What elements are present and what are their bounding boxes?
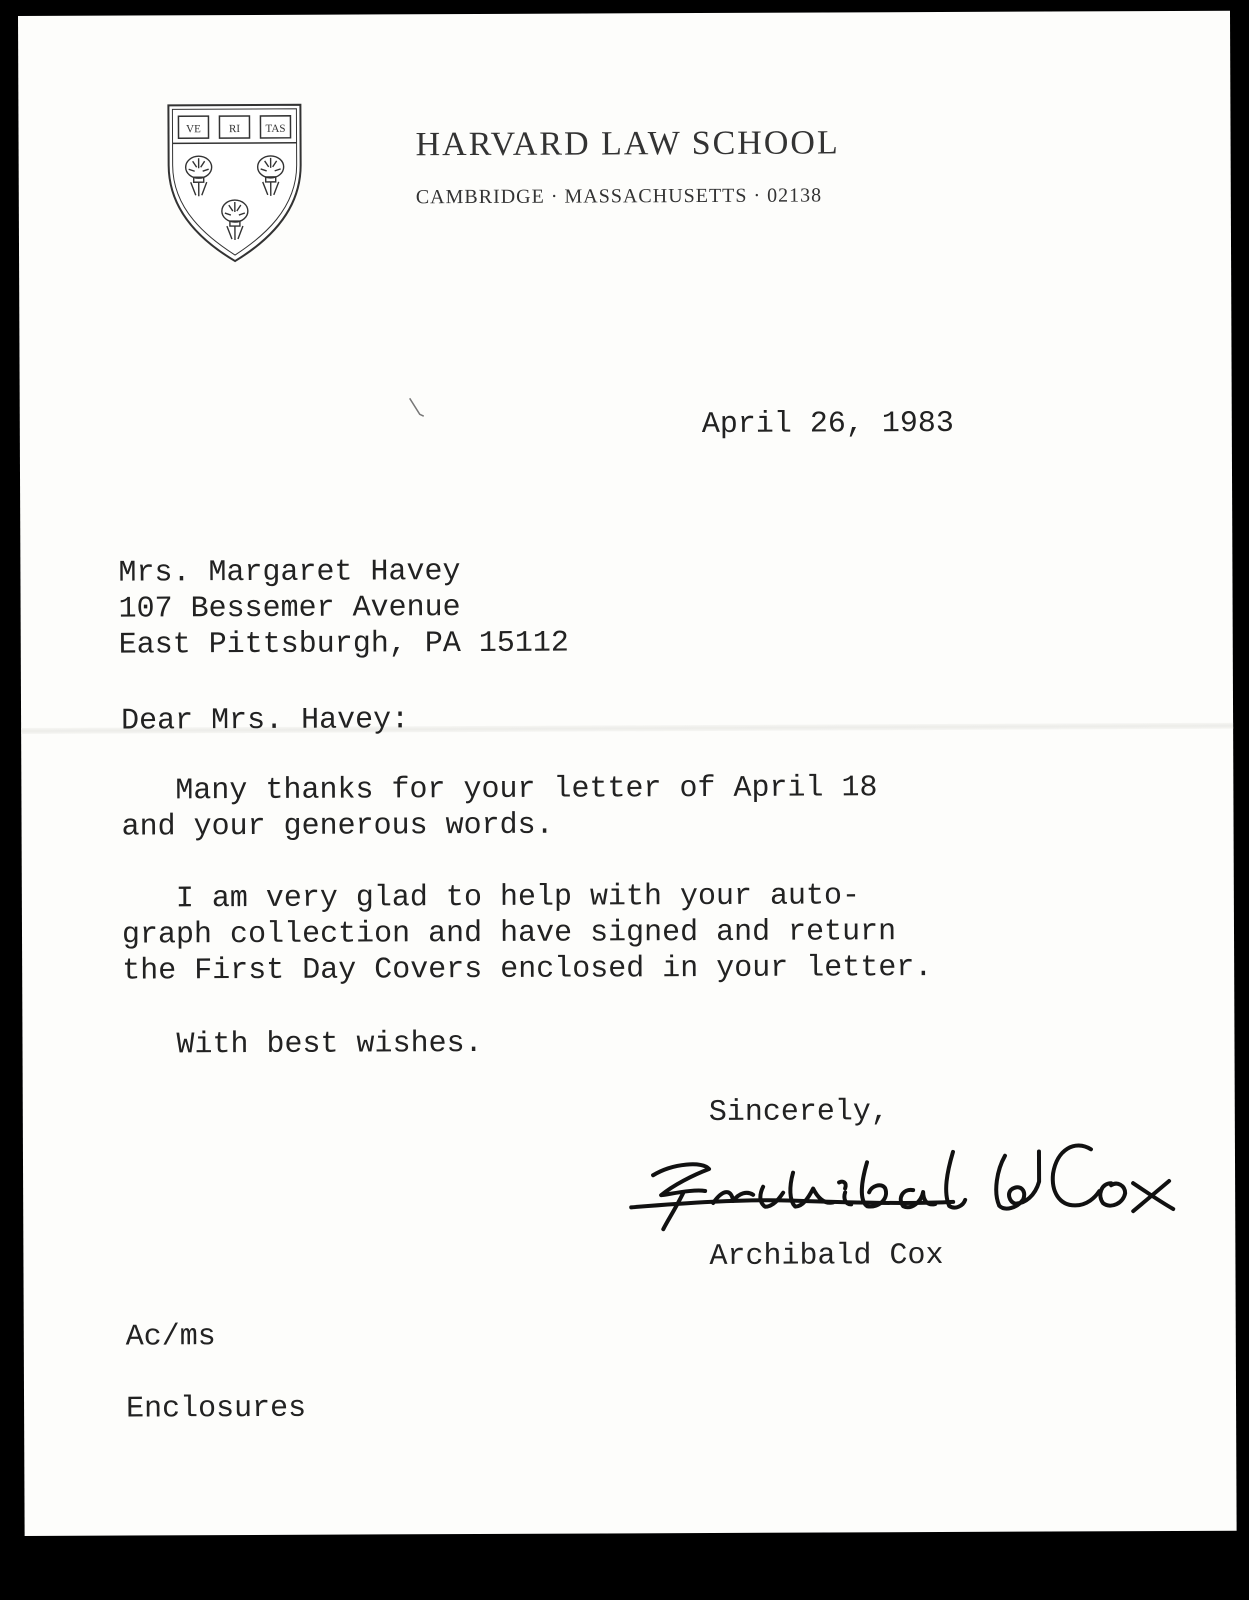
body-line: Many thanks for your letter of April 18 <box>121 771 878 809</box>
body-line: and your generous words. <box>121 808 554 845</box>
body-line: graph collection and have signed and return <box>121 915 897 953</box>
letter-sheet <box>18 11 1237 1536</box>
crest-motto-ri: RI <box>228 123 241 136</box>
stray-pen-mark <box>408 396 428 420</box>
recipient-line: 107 Bessemer Avenue <box>118 591 461 627</box>
salutation: Dear Mrs. Havey: <box>121 703 410 739</box>
institution-name: HARVARD LAW SCHOOL <box>415 124 840 164</box>
signer-name: Archibald Cox <box>709 1238 944 1274</box>
recipient-address <box>118 554 569 664</box>
body-paragraph-2 <box>122 878 933 990</box>
crest-books <box>178 116 290 138</box>
handwritten-signature <box>613 1121 1184 1243</box>
harvard-crest-icon <box>164 103 305 264</box>
crest-motto-ve: VE <box>186 123 201 136</box>
letter-date: April 26, 1983 <box>701 406 954 443</box>
body-line: I am very glad to help with your auto- <box>121 879 861 917</box>
enclosures-note: Enclosures <box>126 1391 307 1427</box>
recipient-line: East Pittsburgh, PA 15112 <box>118 626 569 663</box>
crest-motto-tas: TAS <box>265 122 286 135</box>
body-paragraph-1 <box>121 770 877 845</box>
reference-initials: Ac/ms <box>125 1320 216 1355</box>
body-line: the First Day Covers enclosed in your letter. <box>122 951 933 989</box>
recipient-line: Mrs. Margaret Havey <box>118 555 461 591</box>
institution-address: CAMBRIDGE · MASSACHUSETTS · 02138 <box>415 184 823 209</box>
body-paragraph-3: With best wishes. <box>122 1026 483 1063</box>
closing: Sincerely, <box>708 1095 889 1130</box>
